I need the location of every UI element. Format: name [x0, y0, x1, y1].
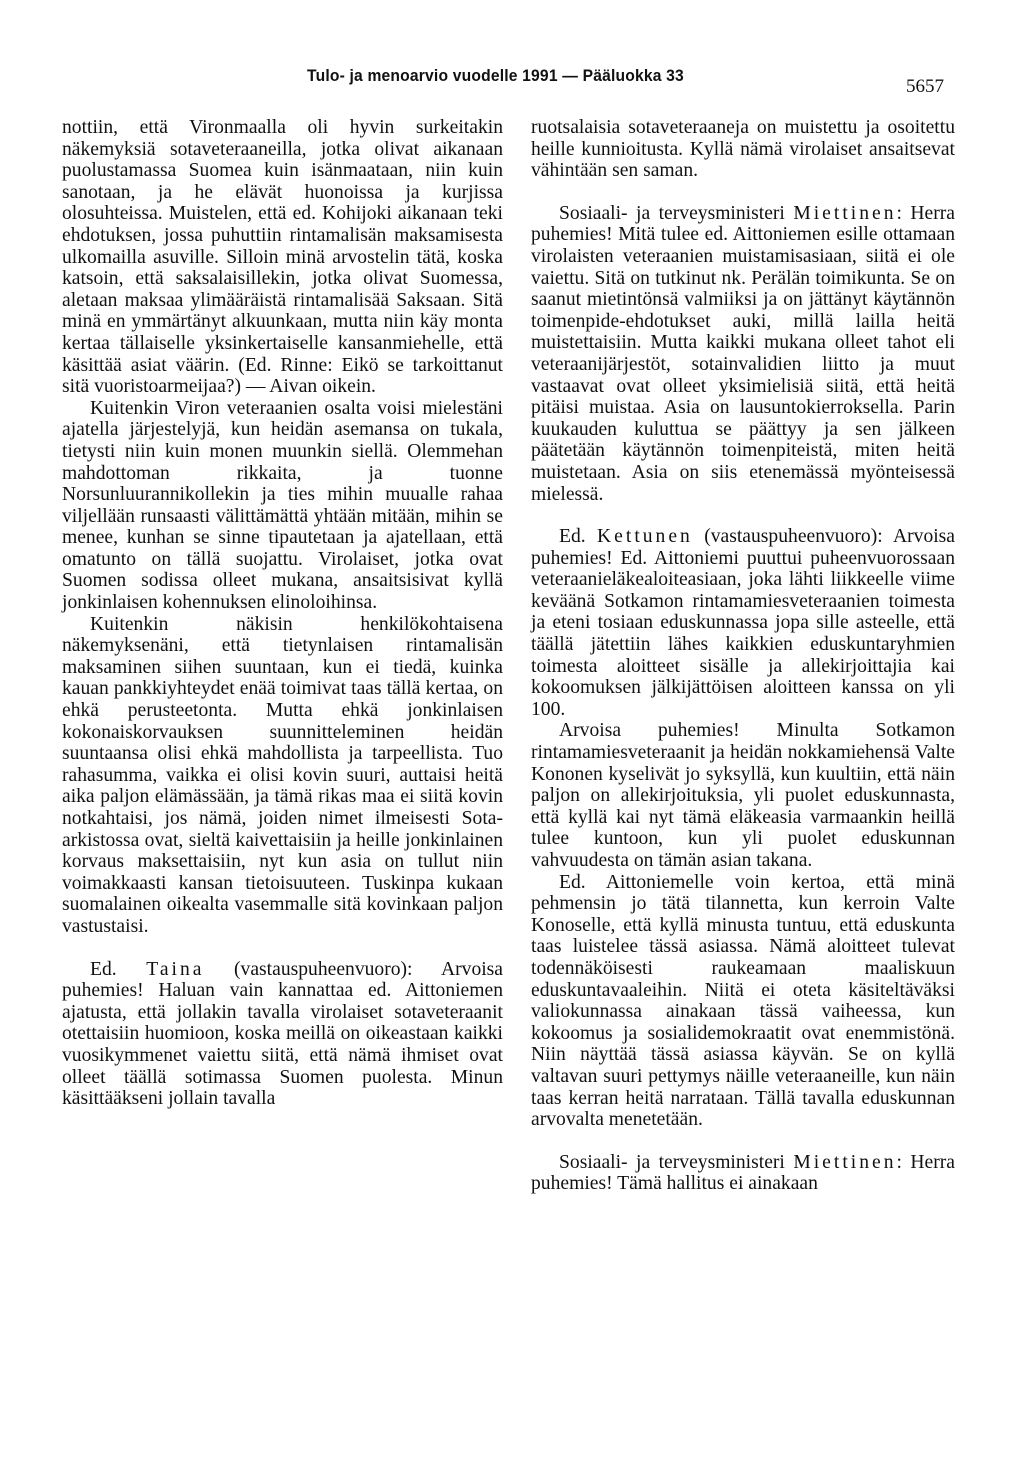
speech-text: : Herra puhemies! Mitä tulee ed. Aittoniemen esille ottamaan virolaisten veteraanien muistamisasiaan, siitä ei ole vaiettu. Sitä on tutkinut nk. Perälän toimikunta. Se on saanut mietintönsä valmiiksi ja on jättänyt käytännön toimenpide-ehdotukset auki, millä lailla heitä muistettaisiin. Mutta kaikki mukana olleet tahot eli veteraanijärjestöt, sotainvalidien liitto ja muut vastaavat ovat olleet yksimielisiä siitä, että heitä pitäisi muistaa. Asia on lausuntokierroksella. Parin kuukauden kuluttua se päättyy ja sen jälkeen päätetään käytännön toimenpiteistä, miten heitä muistetaan. Asia on siis etenemässä myönteisessä mielessä. [531, 202, 955, 505]
speaker-title: Ed. [90, 958, 147, 980]
speech-paragraph [531, 1152, 955, 1195]
speaker-title: Sosiaali- ja terveysministeri [559, 1151, 794, 1173]
speaker-name: Miettinen [793, 1151, 897, 1173]
paragraph: Kuitenkin Viron veteraanien osalta voisi mielestäni ajatella järjestelyjä, kun heidän asemansa on tukala, tietysti niin kuin monen muunkin siellä. Olemmehan mahdottoman rikkaita, ja tuonne Norsunluurannikollekin ja ties mihin muualle rahaa viljellään runsaasti välittämättä yhtään mitään, mihin se menee, kunhan se sinne tipautetaan ja ajatellaan, että omatunto on tällä suojattu. Virolaiset, jotka ovat Suomen sodissa olleet mukana, ansaitsisivat kyllä jonkinlaisen kohennuksen elinoloihinsa. [62, 397, 503, 614]
paragraph: Kuitenkin näkisin henkilökohtaisena näkemyksenäni, että tietynlaisen rintamalisän maksaminen siihen suuntaan, kun ei tiedä, kuinka kauan pankkiyhteydet enää toimivat taas tällä kertaa, on ehkä perusteetonta. Mutta ehkä jonkinlaisen kokonaiskorvauksen suunnitteleminen heidän suuntaansa olisi ehkä mahdollista ja tarpeellista. Tuo rahasumma, vaikka ei olisi kovin suuri, auttaisi heitä aika paljon elämässään, ja tämä rikas maa ei siitä kovin notkahtaisi, jos nämä, joiden nimet ilmeisesti Sota-arkistossa ovat, sieltä kaivettaisiin ja heille jonkinlainen korvaus maksettaisiin, nyt kun asia on tullut niin voimakkaasti kansan tietoisuuteen. Tuskinpa kukaan suomalainen oikealta vasemmalle sitä kovinkaan paljon vastustaisi. [62, 613, 503, 937]
paragraph: Ed. Aittoniemelle voin kertoa, että minä pehmensin jo tätä tilannetta, kun kerroin Valte Konoselle, että kyllä minusta tuntuu, että eduskunta taas luistelee tässä asiassa. Nämä aloitteet tulevat todennäköisesti raukeamaan maaliskuun eduskuntavaaleihin. Niitä ei oteta käsiteltäväksi valiokunnassa ainakaan tässä vaiheessa, kun kokoomus ja sosialidemokraatit ovat enemmistönä. Niin näyttää tässä asiassa käyvän. Se on kyllä valtavan suuri pettymys näille veteraaneille, kun näin taas kerran heitä narrataan. Tällä tavalla eduskunnan arvovalta menetetään. [531, 871, 955, 1131]
speaker-name: Kettunen [597, 526, 693, 548]
left-column [62, 117, 503, 1110]
speaker-title: Sosiaali- ja terveysministeri [559, 202, 794, 224]
speech-paragraph [531, 203, 955, 505]
page-number: 5657 [906, 76, 944, 97]
speaker-name: Taina [146, 958, 205, 980]
paragraph: ruotsalaisia sotaveteraaneja on muistettu ja osoitettu heille kunnioitusta. Kyllä nämä virolaiset ansaitsevat vähintään sen saman. [531, 117, 955, 182]
right-column [531, 117, 955, 1195]
running-header-title: Tulo- ja menoarvio vuodelle 1991 — Pääluokka 33 [307, 66, 684, 85]
speech-text: (vastauspuheenvuoro): Arvoisa puhemies! Ed. Aittoniemi puuttui puheenvuorossaan veteraanieläkealoiteasiaan, joka lähti liikkeelle viime keväänä Sotkamon rintamamiesveteraanien toimesta ja eteni tosiaan eduskunnassa jopa sille asteelle, että täällä jätettiin lähes kaikkien eduskuntaryhmien toimesta aloitteet sisälle ja allekirjoittajia kai kokoomuksen jälkijättöisen aloitteen kanssa on yli 100. [531, 526, 956, 720]
paragraph: nottiin, että Vironmaalla oli hyvin surkeitakin näkemyksiä sotaveteraaneilla, jotka olivat aikanaan puolustamassa Suomea kuin isänmaataan, niin kuin sanotaan, ja he elävät huonoissa ja kurjissa olosuhteissa. Muistelen, että ed. Kohijoki aikanaan teki ehdotuksen, jossa puhuttiin rintamalisän maksamisesta ulkomailla asuville. Silloin minä arvostelin tätä, koska katsoin, että saksalaisillekin, jotka olivat Suomessa, aletaan maksaa ylimääräistä rintamalisää Saksaan. Sitä minä en ymmärtänyt alkuunkaan, mutta niin käy monta kertaa tällaiselle yksinkertaiselle kansanmiehelle, että käsittää asiat väärin. (Ed. Rinne: Eikö se tarkoittanut sitä vuoristoarmeijaa?) — Aivan oikein. [62, 117, 503, 398]
speech-paragraph [531, 526, 955, 720]
speaker-title: Ed. [559, 526, 598, 548]
speech-text: (vastauspuheenvuoro): Arvoisa puhemies! Haluan vain kannattaa ed. Aittoniemen ajatusta, että jollakin tavalla virolaiset sotaveteraanit otettaisiin huomioon, koska meillä on oikeastaan kaikki vuosikymmenet vaiettu siitä, että nämä ihmiset ovat olleet täällä sotimassa Suomen puolesta. Minun käsittääkseni jollain tavalla [62, 958, 504, 1110]
speech-paragraph [62, 959, 503, 1110]
paragraph: Arvoisa puhemies! Minulta Sotkamon rintamamiesveteraanit ja heidän nokkamiehensä Valte Kononen kyselivät jo syksyllä, kun kuultiin, että näin paljon on allekirjoituksia, yli puolet eduskunnasta, että kyllä kai nyt tämä eläkeasia varmaankin heillä tulee kuntoon, kun yli puolet eduskunnan vahvuudesta on tämän asian takana. [531, 720, 955, 871]
speaker-name: Miettinen [793, 202, 897, 224]
page-header [0, 66, 1024, 96]
speech-text: : Herra puhemies! Tämä hallitus ei ainakaan [531, 1151, 955, 1195]
